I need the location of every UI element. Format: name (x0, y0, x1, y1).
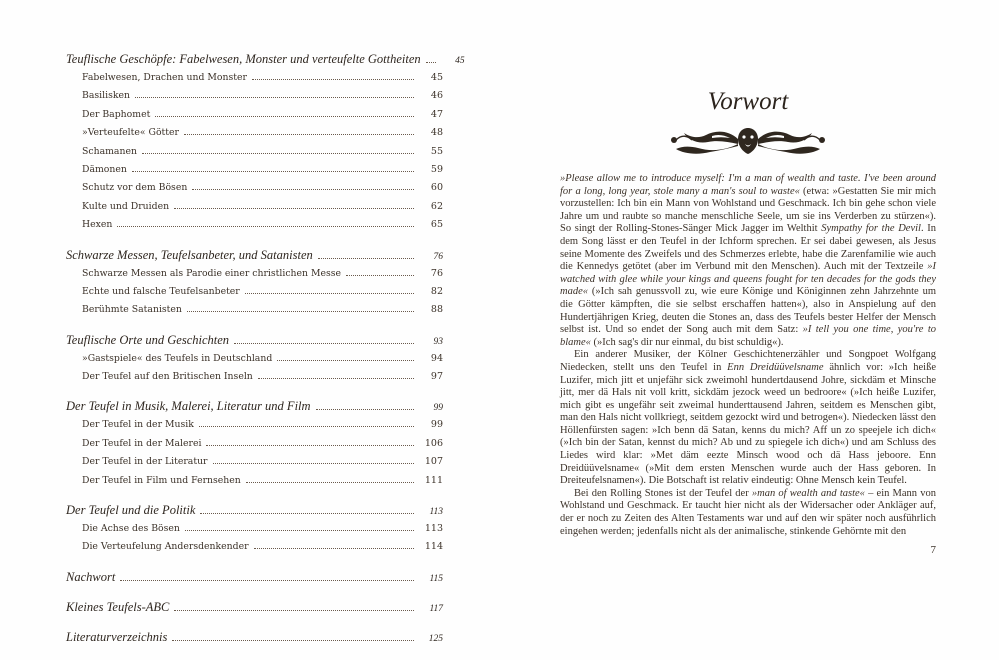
toc-leader-dots (213, 463, 414, 464)
toc-chapter-entry[interactable] (66, 630, 443, 650)
toc-entry-title: »Verteufelte« Götter (82, 127, 179, 139)
toc-leader-dots (135, 97, 414, 98)
table-of-contents (66, 52, 465, 660)
toc-leader-dots (174, 610, 414, 611)
toc-section (66, 248, 443, 323)
toc-entry-title: Schutz vor dem Bösen (82, 182, 188, 194)
toc-entry-page: 62 (430, 200, 443, 212)
toc-entry-page: 82 (430, 285, 443, 297)
toc-chapter-entry[interactable] (66, 399, 443, 419)
toc-leader-dots (155, 116, 414, 117)
toc-leader-dots (258, 378, 414, 379)
toc-entry-page: 117 (429, 603, 443, 614)
quote-text: »man of wealth and taste« (751, 487, 865, 499)
body-paragraph (560, 488, 936, 538)
chapter-title: Vorwort (707, 88, 789, 115)
quote-text: Enn Dreidüüvelsname (727, 361, 824, 373)
toc-entry-title: Hexen (82, 219, 113, 231)
toc-leader-dots (192, 189, 414, 190)
toc-subentry[interactable] (66, 127, 443, 145)
toc-chapter-entry[interactable] (66, 333, 443, 353)
toc-leader-dots (184, 134, 414, 135)
body-text-run: Ein anderer Musiker, der Kölner Geschichtenerzähler und Songpoet Wolfgang Niedecken, stellt uns den Teufel in (560, 349, 936, 373)
toc-subentry[interactable] (66, 268, 443, 286)
toc-subentry[interactable] (66, 201, 443, 219)
chapter-body (560, 173, 936, 538)
toc-entry-page: 99 (433, 403, 443, 414)
toc-entry-title: Kleines Teufels-ABC (66, 599, 170, 614)
toc-leader-dots (187, 311, 414, 312)
toc-entry-title: Fabelwesen, Drachen und Monster (82, 72, 247, 83)
toc-entry-title: Der Teufel auf den Britischen Inseln (82, 371, 253, 383)
toc-entry-page: 114 (424, 541, 443, 553)
toc-subentry[interactable] (66, 541, 443, 559)
toc-entry-page: 65 (430, 219, 443, 231)
toc-entry-page: 113 (424, 523, 443, 535)
toc-entry-title: Nachwort (66, 569, 116, 584)
toc-entry-title: Literaturverzeichnis (66, 629, 168, 644)
toc-entry-page: 106 (424, 437, 443, 449)
toc-subentry[interactable] (66, 109, 443, 127)
toc-chapter-entry[interactable] (66, 503, 443, 523)
toc-entry-title: Die Verteufelung Andersdenkender (82, 541, 249, 553)
toc-chapter-entry[interactable] (66, 248, 443, 268)
toc-leader-dots (252, 79, 414, 80)
toc-subentry[interactable] (66, 286, 443, 304)
toc-section (66, 600, 443, 620)
toc-entry-page: 46 (430, 90, 443, 102)
toc-leader-dots (185, 530, 414, 531)
toc-entry-title: Die Achse des Bösen (82, 523, 180, 535)
body-paragraph (560, 173, 936, 349)
toc-entry-page: 97 (430, 371, 443, 383)
toc-leader-dots (200, 513, 414, 514)
body-text-run: (»Ich sag's dir nur einmal, du bist schuldig«). (590, 336, 784, 348)
toc-subentry[interactable] (66, 146, 443, 164)
toc-entry-page: 59 (430, 163, 443, 175)
toc-subentry[interactable] (66, 353, 443, 371)
toc-section (66, 630, 443, 650)
toc-section (66, 570, 443, 590)
toc-entry-page: 45 (455, 56, 465, 66)
toc-entry-page: 45 (430, 72, 443, 83)
toc-entry-title: Dämonen (82, 163, 127, 175)
toc-subentry[interactable] (66, 438, 443, 456)
toc-entry-title: Der Teufel in der Malerei (82, 437, 202, 449)
toc-entry-page: 107 (424, 456, 443, 468)
toc-entry-title: Teuflische Geschöpfe: Fabelwesen, Monster und verteufelte Gottheiten (66, 52, 421, 66)
body-text-run: ähnlich vor: »Ich heiße Luzifer, mich jitt et unjefähr sick zweimohl hundertdausend Johre, sickdäm et Minsche jitt, mer dä Hals nit voll kritt, sickdäm jezock weed un bedroore« (»Ich heiße Luzifer, mich gibt es ungefähr seit zweimal hunderttausend Jahren, seitdem es Menschen gibt, man den Hals nicht vollkriegt, seitdem gezockt wird und betrogen«). Niedecken lässt den Höllenfürsten sagen: »Ich benn dä Satan, kenns du mich? Aff un zo speejele ich dich« (»Ich bin der Satan, kennst du mich? Ab und zu spiegele ich dich«) und am Schluss des Liedes wird klar: »Met däm eezte Minsch wood och dä Hass jeboore. Enn Dreidüüvelsname« (»Mit dem ersten Menschen wurde auch der Hass geboren. In Dreiteufelsnamen«). Die Botschaft ist relativ eindeutig: Ohne Mensch kein Teufel. (560, 361, 936, 487)
toc-entry-title: Der Teufel in der Musik (82, 419, 194, 431)
toc-entry-page: 88 (430, 304, 443, 316)
toc-entry-page: 99 (430, 419, 443, 431)
toc-entry-title: Der Teufel in Musik, Malerei, Literatur und Film (66, 399, 311, 414)
toc-entry-page: 55 (430, 145, 443, 157)
toc-leader-dots (206, 445, 414, 446)
toc-entry-page: 76 (433, 251, 443, 262)
toc-entry-page: 94 (430, 352, 443, 364)
toc-subentry[interactable] (66, 304, 443, 322)
toc-entry-page: 76 (430, 267, 443, 279)
toc-subentry[interactable] (66, 419, 443, 437)
toc-entry-page: 48 (430, 127, 443, 139)
toc-entry-title: Schwarze Messen als Parodie einer christlichen Messe (82, 267, 342, 279)
ornament-icon (668, 124, 828, 158)
toc-leader-dots (172, 640, 414, 641)
quote-text: »I watched with glee while your kings and queens fought for ten decades for the gods they made« (560, 261, 936, 298)
toc-leader-dots (277, 360, 414, 361)
body-text-run: – ein Mann von Wohlstand und Geschmack. Er taucht hier nicht als der Widersacher oder Ankläger auf, der er noch zu Zeiten des Alten Testaments war und auf den wir später noch ausführlich eingehen werden; jedenfalls nicht als der animalische, stinkende Gehörnte mit den (560, 487, 936, 537)
toc-entry-page: 125 (428, 633, 443, 644)
toc-entry-title: Der Teufel in der Literatur (82, 456, 208, 468)
toc-entry-title: Berühmte Satanisten (82, 304, 182, 316)
body-text-run: . In dem Song lässt er den Teufel in der Ichform sprechen. Er sei dabei gewesen, als Jesus seine Momente des Zweifels und des Schmerzes erlebte, habe die Zarenfamilie wie auch die Kennedys getötet (aber im Verbund mit den Menschen). Auch mit der Textzeile (560, 223, 937, 273)
toc-leader-dots (234, 343, 414, 344)
toc-chapter-entry[interactable] (66, 570, 443, 590)
toc-chapter-entry[interactable] (66, 600, 443, 620)
toc-entry-title: Der Teufel und die Politik (66, 503, 196, 518)
toc-entry-title: Echte und falsche Teufelsanbeter (82, 285, 240, 297)
toc-entry-title: Teuflische Orte und Geschichten (66, 332, 230, 347)
toc-subentry[interactable] (66, 523, 443, 541)
body-text-run: (»Ich sah genussvoll zu, wie eure Könige und Königinnen zehn Jahrzehnte um die Götter kämpften, die sie selbst erschaffen hatten«), also in Anspielung auf den Hundertjährigen Krieg, deuten die Stones an, dass des Teufels bester Helfer der Mensch selbst ist. Und so endet der Song auch mit dem Satz: (560, 286, 936, 336)
toc-subentry[interactable] (66, 182, 443, 200)
toc-entry-title: Schwarze Messen, Teufelsanbeter, und Satanisten (66, 247, 313, 262)
toc-leader-dots (426, 62, 436, 63)
toc-chapter-entry[interactable] (66, 52, 465, 72)
toc-leader-dots (199, 426, 414, 427)
toc-section (66, 333, 443, 390)
toc-subentry[interactable] (66, 371, 443, 389)
toc-entry-page: 47 (430, 108, 443, 120)
toc-leader-dots (174, 208, 414, 209)
toc-leader-dots (142, 153, 414, 154)
quote-text: »Please allow me to introduce myself: I'm a man of wealth and taste. I've been around for a long, long year, stole many a man's soul to waste« (560, 173, 936, 197)
toc-leader-dots (120, 580, 414, 581)
toc-entry-page: 93 (433, 336, 443, 347)
toc-section (66, 503, 443, 560)
toc-entry-title: Kulte und Druiden (82, 200, 170, 212)
toc-subentry[interactable] (66, 475, 443, 493)
toc-leader-dots (346, 275, 414, 276)
quote-text: »I tell you one time, you're to blame« (560, 324, 936, 348)
toc-leader-dots (117, 226, 414, 227)
toc-subentry[interactable] (66, 90, 443, 108)
toc-entry-page: 60 (430, 182, 443, 194)
toc-subentry[interactable] (66, 219, 443, 237)
toc-section (66, 399, 443, 493)
toc-subentry[interactable] (66, 456, 443, 474)
toc-entry-page: 113 (429, 507, 443, 518)
toc-subentry[interactable] (66, 164, 443, 182)
toc-leader-dots (316, 409, 414, 410)
body-text-run: (etwa: »Gestatten Sie mir mich vorzustellen: Ich bin ein Mann von Wohlstand und Geschmack. Ich bin gehe schon viele Jahre um und raubte so manche menschliche Seele, um sie ins Verderben zu stürzen«). So singt der Rolling-Stones-Sänger Mick Jagger im Welthit (560, 185, 936, 235)
toc-leader-dots (245, 293, 414, 294)
toc-entry-title: Der Teufel in Film und Fernsehen (82, 474, 241, 486)
toc-leader-dots (254, 548, 414, 549)
toc-leader-dots (132, 171, 414, 172)
toc-section (66, 52, 465, 238)
page-number: 7 (930, 544, 936, 556)
toc-subentry[interactable] (66, 72, 443, 90)
body-paragraph (560, 349, 936, 488)
toc-entry-page: 115 (429, 573, 443, 584)
toc-leader-dots (246, 482, 414, 483)
toc-leader-dots (318, 258, 414, 259)
body-text-run: Bei den Rolling Stones ist der Teufel der (574, 487, 752, 499)
toc-entry-title: Der Baphomet (82, 108, 151, 120)
quote-text: Sympathy for the Devil (821, 223, 921, 235)
toc-entry-page: 111 (424, 474, 443, 486)
toc-entry-title: Basilisken (82, 90, 130, 102)
toc-entry-title: »Gastspiele« des Teufels in Deutschland (82, 352, 273, 364)
toc-entry-title: Schamanen (82, 145, 137, 157)
